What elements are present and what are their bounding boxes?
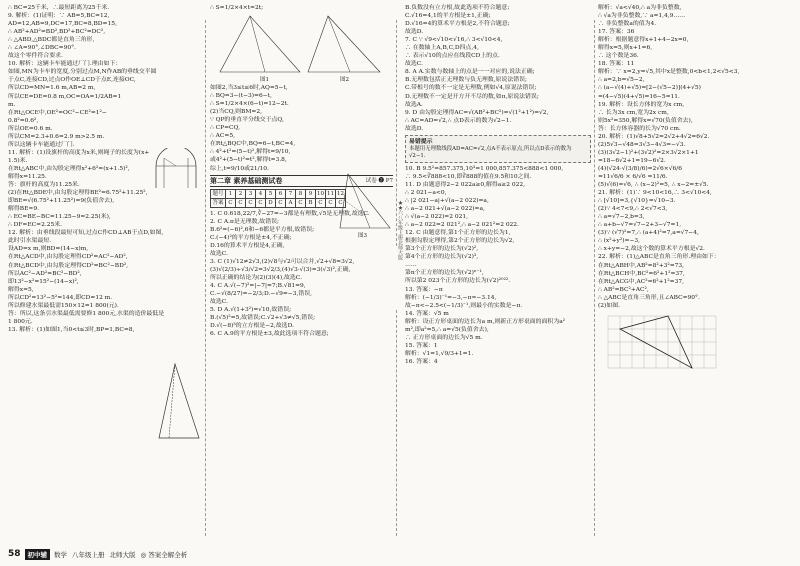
text-line: 18. 答案：11 [598, 61, 635, 68]
text-line: 解得x=11.25. [8, 173, 47, 180]
text-line: ∴ DF=EC=2.25米. [8, 222, 62, 229]
text-line: 即BE=√(6.75²+11.25²)=9(负值舍去), [8, 198, 115, 205]
text-line: 第n个正方形的边长为(√2)ⁿ⁻¹, [405, 270, 484, 277]
text-line: 解析：(−1/3)⁻¹=−3,−π≈−3.14, [405, 294, 497, 301]
text-line: ∴ S=1/2×4×t=2t; [210, 5, 264, 11]
text-line: 13. 解析：(1)如图1,当0<t≤3时,BP=1,BC=8, [8, 326, 135, 333]
text-line: 所以这辆卡车能通过厂门. [8, 141, 75, 148]
text-line: m²,即a²=5,∴ a=√5(负值舍去), [405, 326, 489, 333]
text-line: 答：旗杆的高度为11.25米. [8, 182, 80, 189]
text-line: ∴ a=2,b=√5−2, [598, 77, 645, 84]
text-line: ∴ EC=BE−BC=11.25−9=2.25(米), [8, 214, 111, 221]
answer-letter-cell: C [336, 198, 346, 207]
text-line: 故选D. [405, 29, 424, 36]
answer-table-label: 题号 [212, 190, 224, 197]
text-line: 所以AC²−AD²=BC²−BD², [8, 270, 82, 277]
answer-letter-cell: C [226, 198, 236, 207]
answer-letter-cell: C [326, 198, 336, 207]
answer-table [210, 189, 346, 208]
text-line: ∴ ∠A=90°,∠DBC=90°. [8, 45, 76, 52]
text-line: ∴ a−2 021+√(a−2 022)=a, [405, 206, 485, 213]
text-line: 第4个正方形的边长为(√2)³, [405, 254, 479, 261]
text-line: (2)如图. [598, 302, 620, 309]
text-line: 11. D 由题意得2−2 022a≥0,解得a≥2 022, [405, 181, 525, 188]
text-line: ∴ a−2 022=2 021²,∴ a−2 021²=2 022. [405, 222, 519, 229]
triangle-figure [155, 360, 203, 444]
text-line: 22. 解析：(1)△ABC是直角三角形.理由如下： [598, 254, 720, 261]
text-line: ∴ (a−√(4)+√5)=[2−(√5−2)](4+√5) [598, 85, 701, 92]
footer-grade: 八年级上册 [72, 550, 105, 559]
text-line: ∴ 2 021−a<0, [405, 189, 447, 196]
column-1 [8, 4, 203, 540]
text-line: ∴ 这个数是36. [598, 53, 639, 60]
text-line: 故选C. [210, 250, 228, 257]
answer-number-cell: 9 [306, 189, 316, 198]
text-line: 所以第2 023个正方形的边长为(√2)²⁰²². [405, 278, 511, 285]
column-2 [210, 4, 393, 540]
text-line: ∴ a=√7−2,b=3, [598, 214, 645, 221]
text-line: (3)√(2/3)÷√3/√2=3√2/3,(4)√3·√(3)=3(√3)²,正确, [210, 267, 351, 274]
text-line: 于点C,连接CD,过点O作OE⊥CD于点E,连接OC, [8, 77, 136, 84]
text-line: ∴ 在数轴上A,B,C,D四点,4, [405, 45, 479, 52]
answer-letter-cell: C [256, 198, 266, 207]
text-line: 根据勾股定理得,第2个正方形的边长为√2, [405, 238, 515, 245]
answer-letter-cell: C [236, 198, 246, 207]
text-line: 7. C ∵ √9<√10<√16,∴ 3<√10<4, [405, 37, 503, 44]
figure-1-2 [210, 12, 393, 84]
text-line: 所以CD²=13²−5²=144,即CD=12 m. [8, 294, 113, 301]
text-line: (2)在Rt△BDE中,由勾股定理得BE²=6.75²+11.25², [8, 190, 148, 197]
text-line: 21. 解析：(1)∵ 9<10<16,∴ 3<√10<4, [598, 190, 712, 197]
text-line: ∴ 9.5<∛888<10,即∛888的值在9.5和10之间. [405, 173, 532, 180]
text-line: 所以修建水渠最低需150×12=1 800(元). [8, 302, 119, 309]
text-line: ∴ x+y=−2,故这个数的算术平方根是√2. [598, 246, 705, 253]
text-line: 则5x²=350,解得x=√70(负值舍去), [598, 117, 693, 124]
text-line: D.无理数不一定是开方开不尽的数,如π,原说法错误; [405, 93, 539, 100]
text-line: ∵ QP的垂直平分线交于点Q, [210, 117, 284, 124]
text-line: ∴ √a为非负整数,∵ a=1,4,9…… [598, 13, 686, 20]
answer-number-cell: 2 [236, 189, 246, 198]
text-line: ∴ 非负整数a的值为4. [598, 21, 657, 28]
text-line: 此时引水渠最短. [8, 238, 52, 245]
text-line: 6. C A.9的平方根是±3,故此选项不符合题意; [210, 331, 329, 338]
text-line: …… [405, 262, 417, 269]
text-line: 2. C A.π是无理数,故错误; [210, 218, 279, 225]
text-line: ∴ 4²+t²=(5−t)²,解得t=9/10, [210, 149, 291, 156]
text-line: 所以CM=2.3+0.6=2.9 m>2.5 m. [8, 133, 105, 140]
answer-number-cell: 5 [266, 189, 276, 198]
answer-number-cell: 8 [296, 189, 306, 198]
text-line: 在Rt△BCH中,BC²=6²+1²=37, [598, 270, 685, 277]
text-line: 9. 解析：(1)证明：∵ AB=5,BC=12, [8, 13, 110, 20]
text-line: 12. 解析：由垂线段最短可知,过点C作CD⊥AB于点D,如图, [8, 230, 164, 237]
text-line: ∴ 表示√10的点应在线段CD上的点. [405, 53, 500, 60]
tip-text: 本题用无理数线段AD=AC=√2,点A不表示原点,所以点D表示的数为√2−1. [409, 145, 572, 159]
text-line: 在Rt△ABC中,由勾股定理得x²+6²=(x+1.5)², [8, 165, 130, 172]
text-line: 1.5)米. [8, 157, 28, 164]
text-line: 15. 答案：1 [405, 342, 438, 349]
answer-letter-cell: C [296, 198, 306, 207]
text-line: 所以CD=MN=1.6 m,AB=2 m, [8, 85, 96, 92]
text-line: C.带根号的数不一定是无理数,例如√4,原说法错误; [405, 85, 537, 92]
answer-letter-cell: C [276, 198, 286, 207]
text-line: ∴ |2 021−a|+√(a−2 022)=a, [405, 197, 489, 204]
text-line: D.√(−8)³的立方根是−2,故选D. [210, 323, 294, 330]
text-line: 故这个零件符合要求. [8, 53, 63, 60]
figure-3 [336, 170, 394, 240]
text-line: 所以OE=0.6 m. [8, 125, 53, 132]
text-line: 解析：根据题意得x+1+4−2x=0, [598, 37, 689, 44]
text-line: 在Rt△BQC中,BQ=6−t,BC=4, [210, 141, 296, 148]
text-line: ∴ 长为3x cm,宽为2x cm, [598, 109, 669, 116]
text-line: 答：所以,这条引水渠最低需要修1 800元,水渠的造价最低是 [8, 310, 165, 317]
text-line: ∴ △ABC是直角三角形,且∠ABC=90°. [598, 294, 700, 301]
answer-number-cell: 6 [276, 189, 286, 198]
text-line: 如图2,当3≤t≤6时,AQ=5−t, [210, 85, 288, 92]
text-line: (2)5√3−√48=3√3−4√3=−√3. [598, 141, 686, 148]
text-line: 在Rt△OCE中,OE²=OC²−CE²=1²− [8, 109, 107, 116]
text-line: 20. 解析：(1)√8+5√2=2√2+4√2=6√2. [598, 133, 710, 140]
column-3 [405, 4, 591, 540]
answer-number-cell: 10 [317, 190, 324, 197]
text-line: 设AD=x m,则BD=(14−x)m, [8, 246, 89, 253]
text-line: 19. 解析：设长方体的宽为x cm, [598, 101, 685, 108]
text-line: C.√16=4,1的平方根是±1,正确; [405, 13, 491, 20]
text-line: B.负数没有立方根,故此选项不符合题意; [405, 5, 510, 11]
text-line: 8. A A.实数与数轴上的点是一一对应的,说法正确; [405, 69, 535, 76]
section-title: 第二章 素养基础测试卷 [210, 175, 283, 185]
arch-figure [150, 148, 202, 192]
text-line: m. [8, 101, 16, 108]
text-line: 3. C (1)√12≠2√3,(2)√8与√2可以合并,√2+√8=3√2, [210, 258, 355, 265]
text-line: 10. 解析：这辆卡车能通过厂门.理由如下： [8, 61, 122, 68]
text-line: 11. 解析：(1)设旗杆的高度为x米,则绳子的长度为(x+ [8, 149, 150, 156]
text-line: 解得x=5, [8, 286, 34, 293]
text-line: C.−√(8/27)=−2/3;D.−√9=−3,错误, [210, 291, 312, 298]
text-line: ∴ AC=5, [210, 133, 235, 140]
text-line: ∴ S=1/2×4×(6−t)=12−2t. [210, 101, 289, 108]
answer-number-cell: 11 [327, 190, 334, 197]
column-4 [598, 4, 794, 540]
text-line: ∴ √(a−2 022)=2 021, [405, 214, 468, 221]
answer-table-label: 答案 [212, 199, 224, 206]
column-separator [396, 310, 397, 536]
text-line: =11√6/6 × 6/√6 =11/6. [598, 173, 668, 180]
text-line: 0.8²=0.6², [8, 117, 39, 124]
text-line: B.(√5)²=5,故错误;C.√2+√3≠√5,错误; [210, 315, 316, 322]
text-line: 在Rt△ACG中,AC²=6²+1²=37, [598, 278, 684, 285]
text-line: (4)(√24·√(3/8)/6)=2√6×√6/6 [598, 165, 682, 172]
figure-3-caption: 图3 [358, 233, 367, 239]
text-line: 第3个正方形的边长为(√2)², [405, 246, 479, 253]
text-line: ∴ CP=CQ, [210, 125, 240, 132]
answer-letter-cell: A [286, 198, 296, 207]
text-line: 在Rt△BCD中,由勾股定理得CD²=BC²−BD², [8, 262, 129, 269]
text-line: 故选C. [405, 61, 423, 68]
tip-box [405, 135, 591, 163]
text-line: ∴ △ABD,△BDC都是直角三角形, [8, 37, 95, 44]
footer-edition: 北师大版 [109, 550, 136, 559]
text-line: 解析：√a<√40,∴ a为非负整数, [598, 5, 682, 11]
page-footer [8, 548, 192, 560]
text-line: 9. D 由勾股定理得AC=√(AB²+BC²)=√(1²+1²)=√2, [405, 109, 549, 116]
text-line: =18−6√2+1=19−6√2. [598, 157, 666, 164]
text-line: 解析：设正方形桌面的边长为a m,则新正方形桌面的面积为a² [405, 318, 566, 325]
text-line: 解得BE≈9. [8, 206, 39, 213]
text-line: D.√16=4的算术平方根是2,不符合题意; [405, 21, 510, 28]
text-line: ∴ AB²+AD²=BD²,BD²+BC²=DC², [8, 29, 106, 36]
text-line: 或4²+(5−t)²=t²,解得t=3.8, [210, 157, 287, 164]
answer-number-cell: 3 [246, 189, 256, 198]
text-line: B.6²=(−6)²,6和−6都是平方根,故错误; [210, 226, 315, 233]
text-line: 故选D. [405, 125, 424, 132]
text-line: 解析：∵ x=2,y=√5,其中x是整数,0<b<1,2<√5<3, [598, 69, 740, 76]
answer-number-cell: 4 [256, 189, 266, 198]
brand-label: 初中辅 [25, 549, 51, 560]
answer-number-cell: 7 [286, 189, 296, 198]
text-line: ∴ a+b−√7=√7−2+3−√7=1, [598, 222, 682, 229]
text-line: (2)∵ 4<7<9,∴ 2<√7<3, [598, 206, 668, 213]
answer-letter-cell: D [266, 198, 276, 207]
text-line: AD=12,AB=9,DC=17,BC=8,BD=15, [8, 21, 117, 28]
text-line: 1 800元. [8, 318, 33, 325]
text-line: 14. 答案：√5 m [405, 310, 449, 317]
text-line: ∴ 正方形桌面的边长为√5 m. [405, 334, 483, 341]
text-line: 4. C A.√(−7)²=|−7|=7;B.√81=9, [210, 283, 306, 290]
text-line: (2)当CQ,则BM=2, [210, 109, 262, 116]
text-line: ∴ (x²+y²)=−3, [598, 238, 641, 245]
text-line: 解析：√1=1,√9/3+1=1. [405, 350, 474, 357]
text-line: 答：长方体容器的长为√70 cm. [598, 125, 681, 132]
text-line: 13. 答案：−π [405, 286, 443, 293]
footer-note: ◎ 答案全解全析 [140, 550, 188, 559]
text-line: (3)∵ (√7)²=7,∴ (a+4)²=7,a=√7−4, [598, 230, 699, 237]
side-strip: ★★六八年级上册北师大版 [397, 200, 403, 260]
text-line: 所以CE=DE=0.8 m,OC=OA=1/2AB=1 [8, 93, 122, 100]
answer-letter-cell: B [306, 198, 316, 207]
text-line: 即13²−x²=15²−(14−x)², [8, 278, 79, 285]
text-line: 故−π<−2.5<(−1/3)⁻¹,则最小的实数是−π. [405, 302, 523, 309]
text-line: =(4−√5)(4+√5)=16−5=11. [598, 93, 680, 100]
text-line: (3)(3√2−1)²+(3√2)²=2×3√2×1+1 [598, 149, 699, 156]
text-line: B.无理数包括正无理数与负无理数,原说法错误; [405, 77, 527, 84]
text-line: D.16的算术平方根是4,正确, [210, 242, 285, 249]
footer-subject: 数学 [54, 550, 68, 559]
text-line: 故选C. [210, 299, 228, 306]
figure-1-caption: 图1 [260, 77, 269, 84]
text-line: 10. B 9.5²=857.375,10³=1 000,857.375<888<1 000, [405, 165, 564, 172]
tip-title: 易错提示 [409, 137, 433, 145]
text-line: 在Rt△ABH中,AB²=8²+3²=73, [598, 262, 685, 269]
text-line: 在Rt△ACD中,由勾股定理得CD²=AC²−AD², [8, 254, 128, 261]
text-line: 解得x=5,则x+1=6, [598, 45, 653, 52]
text-line: ∴ BC=25千米，∴最短距离为25千米. [8, 5, 110, 11]
text-line: 16. 答案：4 [405, 358, 438, 365]
answer-number-cell: 12 [337, 190, 344, 197]
text-line: C.(−4)²的平方根是±4,不正确; [210, 234, 292, 241]
text-line: ∴ BQ=3−(t−3)=6−t, [210, 93, 272, 100]
answer-letter-cell: C [246, 198, 256, 207]
text-line: 所以正确的结论为(2)(3)(4),故选C. [210, 275, 302, 282]
text-line: 5. D A.√(1+3²)=√10,故错误; [210, 307, 292, 314]
grid-figure [598, 312, 794, 375]
column-separator [594, 20, 595, 536]
text-line: 如图,MN为卡车的宽度,分别过点M,N作AB的垂线交半圆 [8, 69, 157, 76]
figure-2-caption: 图2 [340, 77, 349, 84]
text-line: 1. C 0.618,22/7,∛−27=−3都是有理数,√5是无理数,故选C. [210, 210, 370, 217]
answer-letter-cell: C [316, 198, 326, 207]
text-line: 故选A. [405, 101, 423, 108]
text-line: 12. C 由题意得,第1个正方形的边长为1, [405, 230, 511, 237]
text-line: ∴ [√10]=3,{√10}=√10−3. [598, 198, 676, 205]
column-separator [205, 20, 206, 536]
text-line: ∴ AC=AD=√2,∴ 点D表示的数为√2−1. [405, 117, 512, 124]
page-number: 58 [8, 549, 21, 559]
text-line: ∴ AB²=BC²+AC², [598, 286, 649, 293]
text-line: 综上,t=9/10或21/10. [210, 165, 269, 172]
text-line: (5)√(6)=√6, ∴ (x−2)²=5, ∴ x−2=±√5. [598, 182, 709, 189]
answer-number-cell: 1 [226, 189, 236, 198]
section-tag: 试卷 ➋ P7 [365, 177, 393, 184]
text-line: 17. 答案：36 [598, 29, 635, 36]
